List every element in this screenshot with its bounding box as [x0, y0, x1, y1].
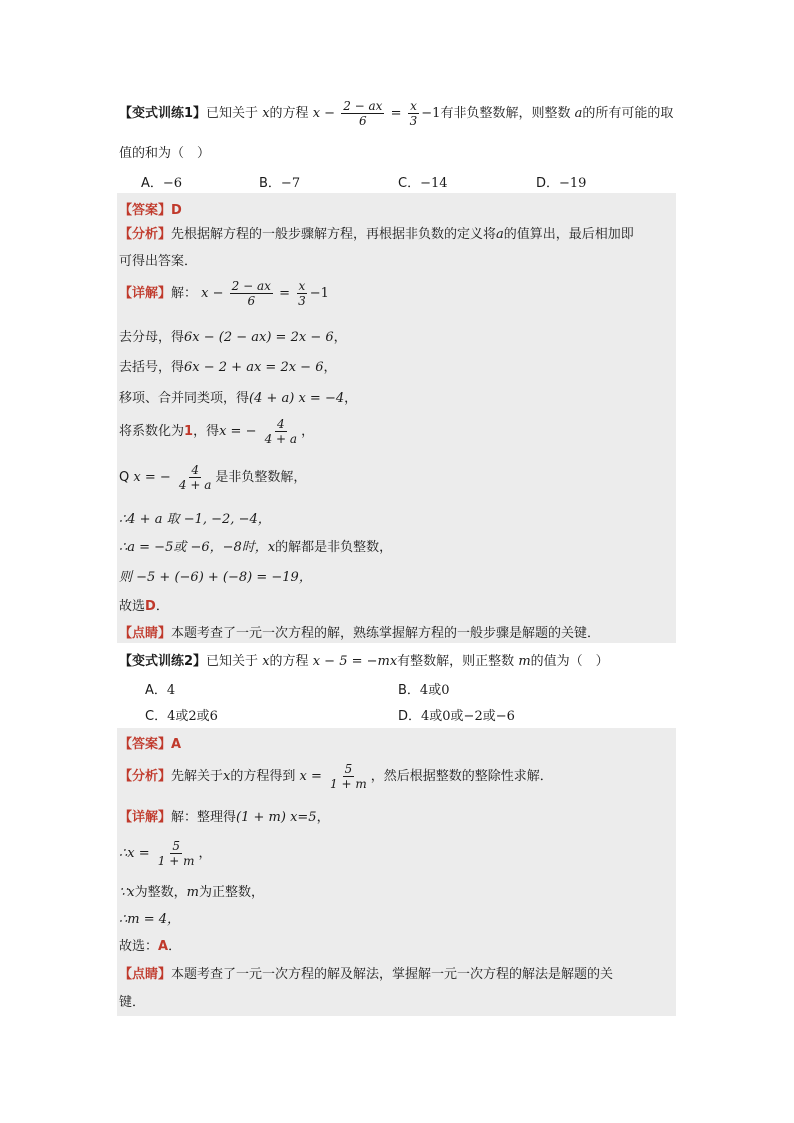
- a1-step-5: Q x = − $\frac{4}{4 + a}$ 是非负整数解，: [119, 463, 307, 492]
- q1-frac1-den: 6: [359, 114, 367, 128]
- q1-frac1-num: 2 − ax: [343, 99, 383, 113]
- q1-fraction-1: [341, 99, 384, 128]
- q2-option-c: C．4或2或6: [145, 709, 218, 724]
- q1-frac2-num: x: [410, 99, 417, 113]
- a1-step-3: 移项、合并同类项，得(4 + a) x = −4，: [119, 391, 358, 406]
- a1-comment-tag: 【点睛】: [119, 626, 172, 641]
- q1-tag: 【变式训练1】: [119, 106, 207, 121]
- a1-analysis-line1: 【分析】先根据解方程的一般步骤解方程，再根据非负数的定义将a的值算出，最后相加即: [119, 227, 634, 242]
- q1-fraction-2: [408, 99, 420, 128]
- q1-eq-left: x −: [312, 106, 336, 121]
- a2-detail: 【详解】解：整理得(1 + m) x=5，: [119, 810, 330, 825]
- a2-step-3: ∴m = 4，: [119, 912, 181, 927]
- q2-option-d: D．4或0或−2或−6: [398, 709, 515, 724]
- a2-analysis-frac: $\frac{5}{1 + m}$: [330, 762, 367, 791]
- q1-option-c: C．−14: [398, 176, 448, 191]
- a1-step-7: ∴a = −5或 −6，−8时，x的解都是非负整数，: [119, 540, 393, 555]
- q2-option-b: B．4或0: [398, 683, 450, 698]
- a2-answer-tag: 【答案】: [119, 737, 172, 752]
- a2-answer-value: A: [171, 737, 182, 752]
- a2-analysis-tag: 【分析】: [119, 769, 172, 784]
- a2-step1-frac: $\frac{5}{1 + m}$: [157, 839, 195, 868]
- a2-step-1: ∴x = $\frac{5}{1 + m}$ ，: [119, 839, 212, 868]
- q1-option-a: A．−6: [141, 176, 183, 191]
- a2-detail-tag: 【详解】: [119, 810, 172, 825]
- q1-var-a: a: [574, 106, 583, 121]
- a2-conclusion: 故选：A．: [119, 939, 182, 954]
- a1-detail: 【详解】解： x − $\frac{2 - ax}{6}$ = $\frac{x}{3}$ −1: [119, 279, 329, 308]
- a1-step5-frac: $\frac{4}{4 + a}$: [178, 463, 212, 492]
- a1-answer: [119, 199, 182, 218]
- q1-eq-mid: =: [390, 106, 402, 121]
- a2-comment-tag: 【点睛】: [119, 967, 172, 982]
- q2-equation: x − 5 = −mx: [312, 654, 398, 669]
- q1-stem-d: 的所有可能的取: [582, 106, 674, 121]
- a2-comment-line1: 【点睛】本题考查了一元一次方程的解及解法，掌握解一元一次方程的解法是解题的关: [119, 967, 614, 982]
- q1-stem-line2: 值的和为（ ）: [119, 146, 211, 161]
- q1-option-b: B．−7: [259, 176, 301, 191]
- q2-option-a: A．4: [145, 683, 176, 698]
- q1-eq-right: −1: [421, 106, 441, 121]
- a2-step-2: ∵x为整数，m为正整数，: [119, 885, 264, 900]
- q1-stem-line1: [119, 96, 673, 132]
- a2-analysis: 【分析】先解关于x的方程得到 x = $\frac{5}{1 + m}$ ，然后根据整数的整除性求解．: [119, 762, 553, 791]
- a1-step-1: 去分母，得6x − (2 − ax) = 2x − 6，: [119, 330, 347, 345]
- a1-detail-frac-1: $\frac{2 - ax}{6}$: [231, 279, 271, 308]
- a1-step-4: 将系数化为1，得x = − $\frac{4}{4 + a}$ ，: [119, 417, 315, 446]
- a1-step4-frac: $\frac{4}{4 + a}$: [264, 417, 298, 446]
- a1-answer-value: D: [171, 203, 182, 218]
- a1-analysis-tag: 【分析】: [119, 227, 172, 242]
- a1-step-2: 去括号，得6x − 2 + ax = 2x − 6，: [119, 360, 337, 375]
- a1-detail-tag: 【详解】: [119, 286, 172, 301]
- q1-option-d: D．−19: [536, 176, 587, 191]
- a1-step-6: ∴4 + a 取 −1, −2, −4，: [119, 512, 271, 527]
- q1-stem-a: 已知关于: [206, 106, 259, 121]
- q1-var-x: x: [262, 106, 270, 121]
- a1-comment: 【点睛】本题考查了一元一次方程的解，熟练掌握解方程的一般步骤是解题的关键．: [119, 626, 601, 641]
- q1-frac2-den: 3: [409, 114, 418, 128]
- a2-comment-line2: 键．: [119, 995, 146, 1010]
- q1-stem-c: 有非负整数解，则整数: [440, 106, 571, 121]
- a1-conclusion: 故选D．: [119, 599, 169, 614]
- a1-analysis-line2: 可得出答案．: [119, 254, 198, 269]
- a1-step-8: 则 −5 + (−6) + (−8) = −19，: [119, 570, 312, 585]
- q2-tag: 【变式训练2】: [119, 654, 207, 669]
- a1-detail-frac-2: $\frac{x}{3}$: [298, 279, 306, 308]
- q2-stem: 【变式训练2】已知关于 x的方程 x − 5 = −mx有整数解，则正整数 m的值为（ ）: [119, 654, 609, 669]
- a2-answer: [119, 733, 181, 752]
- q1-stem-b: 的方程: [269, 106, 309, 121]
- a1-answer-tag: 【答案】: [119, 203, 172, 218]
